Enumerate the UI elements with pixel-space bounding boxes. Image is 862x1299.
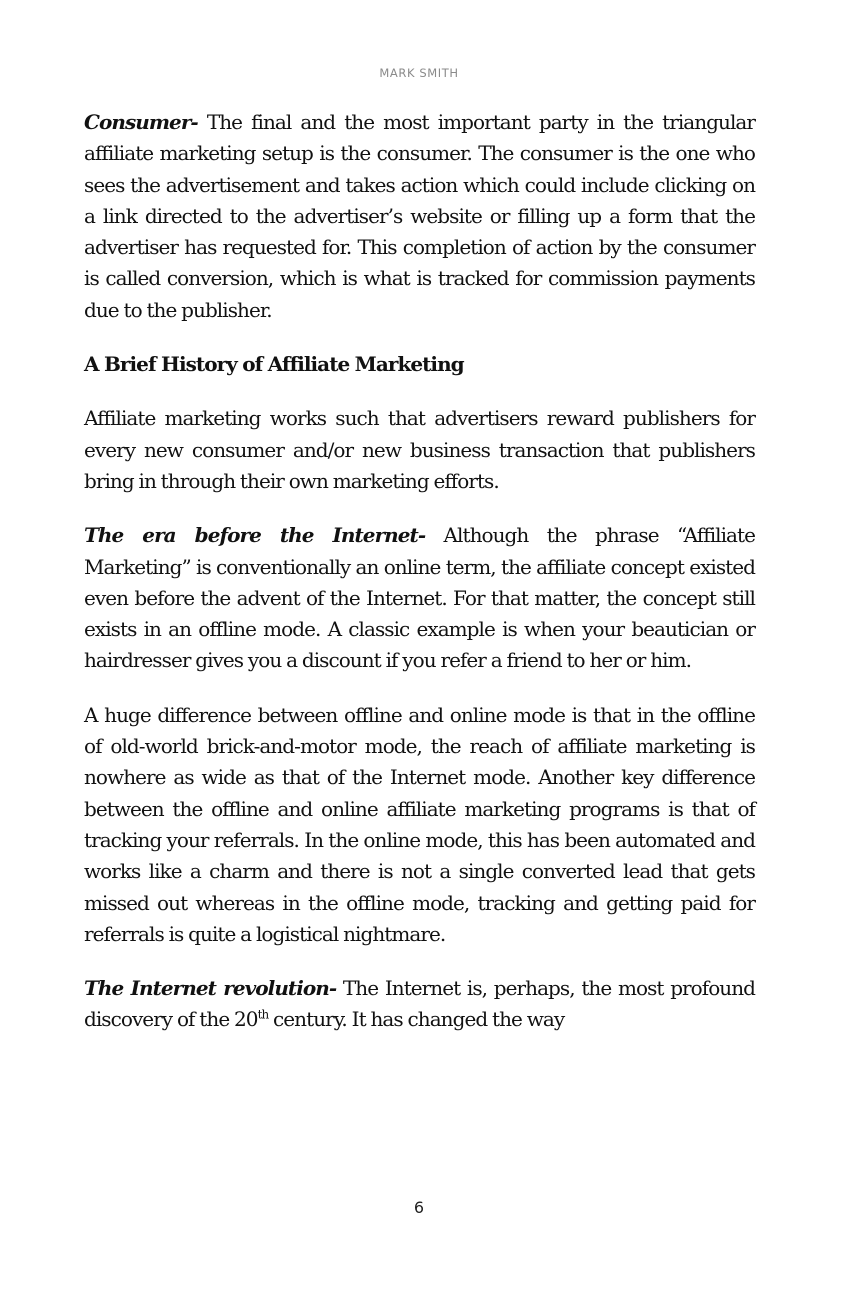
paragraph-lead-era: The era before the Internet-	[84, 523, 426, 548]
ordinal-superscript: th	[257, 1007, 269, 1022]
page-number: 6	[413, 1198, 425, 1217]
paragraph-text-era: Although the phrase “Affiliate Marketing” is conventionally an online term, the affiliate concept existed even before the advent of the Internet. For that matter, the concept still exists in an offline mode. A classic example is when your beautician or hairdresser gives you a discount if you refer a friend to her or him.	[84, 523, 755, 673]
paragraph-text-revolution: The Internet is, perhaps, the most profound discovery of the 20	[84, 976, 756, 1032]
paragraph-difference: A huge difference between offline and online mode is that in the offline of old-world brick-and-motor mode, the reach of affiliate marketing is nowhere as wide as that of the Internet mode. Another key difference between the offline and online affiliate marketing programs is that of tracking your referrals. In the online mode, this has been automated and works like a charm and there is not a single converted lead that gets missed out whereas in the offline mode, tracking and getting paid for referrals is quite a logistical nightmare.	[84, 702, 755, 946]
paragraph-revolution	[84, 973, 755, 1036]
paragraph-text-revolution-continued: century. It has changed the way	[268, 1007, 565, 1032]
paragraph-lead-revolution: The Internet revolution-	[84, 976, 337, 1001]
paragraph-text-consumer: The final and the most important party in the triangular affiliate marketing setup is the consumer. The consumer is the one who sees the advertisement and takes action which could include clicking on a link directed to the advertiser’s website or filling up a form that the advertiser has requested for. This completion of action by the consumer is called conversion, which is what is tracked for commission payments due to the publisher.	[84, 110, 755, 322]
page-body	[84, 107, 755, 1036]
section-heading-history: A Brief History of Affiliate Marketing	[84, 352, 464, 377]
paragraph-intro: Affiliate marketing works such that advertisers reward publishers for every new consumer and/or new business transaction that publishers bring in through their own marketing efforts.	[84, 406, 755, 493]
paragraph-consumer	[84, 107, 755, 326]
paragraph-lead-consumer: Consumer-	[84, 110, 198, 134]
paragraph-era	[84, 520, 755, 676]
running-header-author: MARK SMITH	[379, 66, 459, 80]
